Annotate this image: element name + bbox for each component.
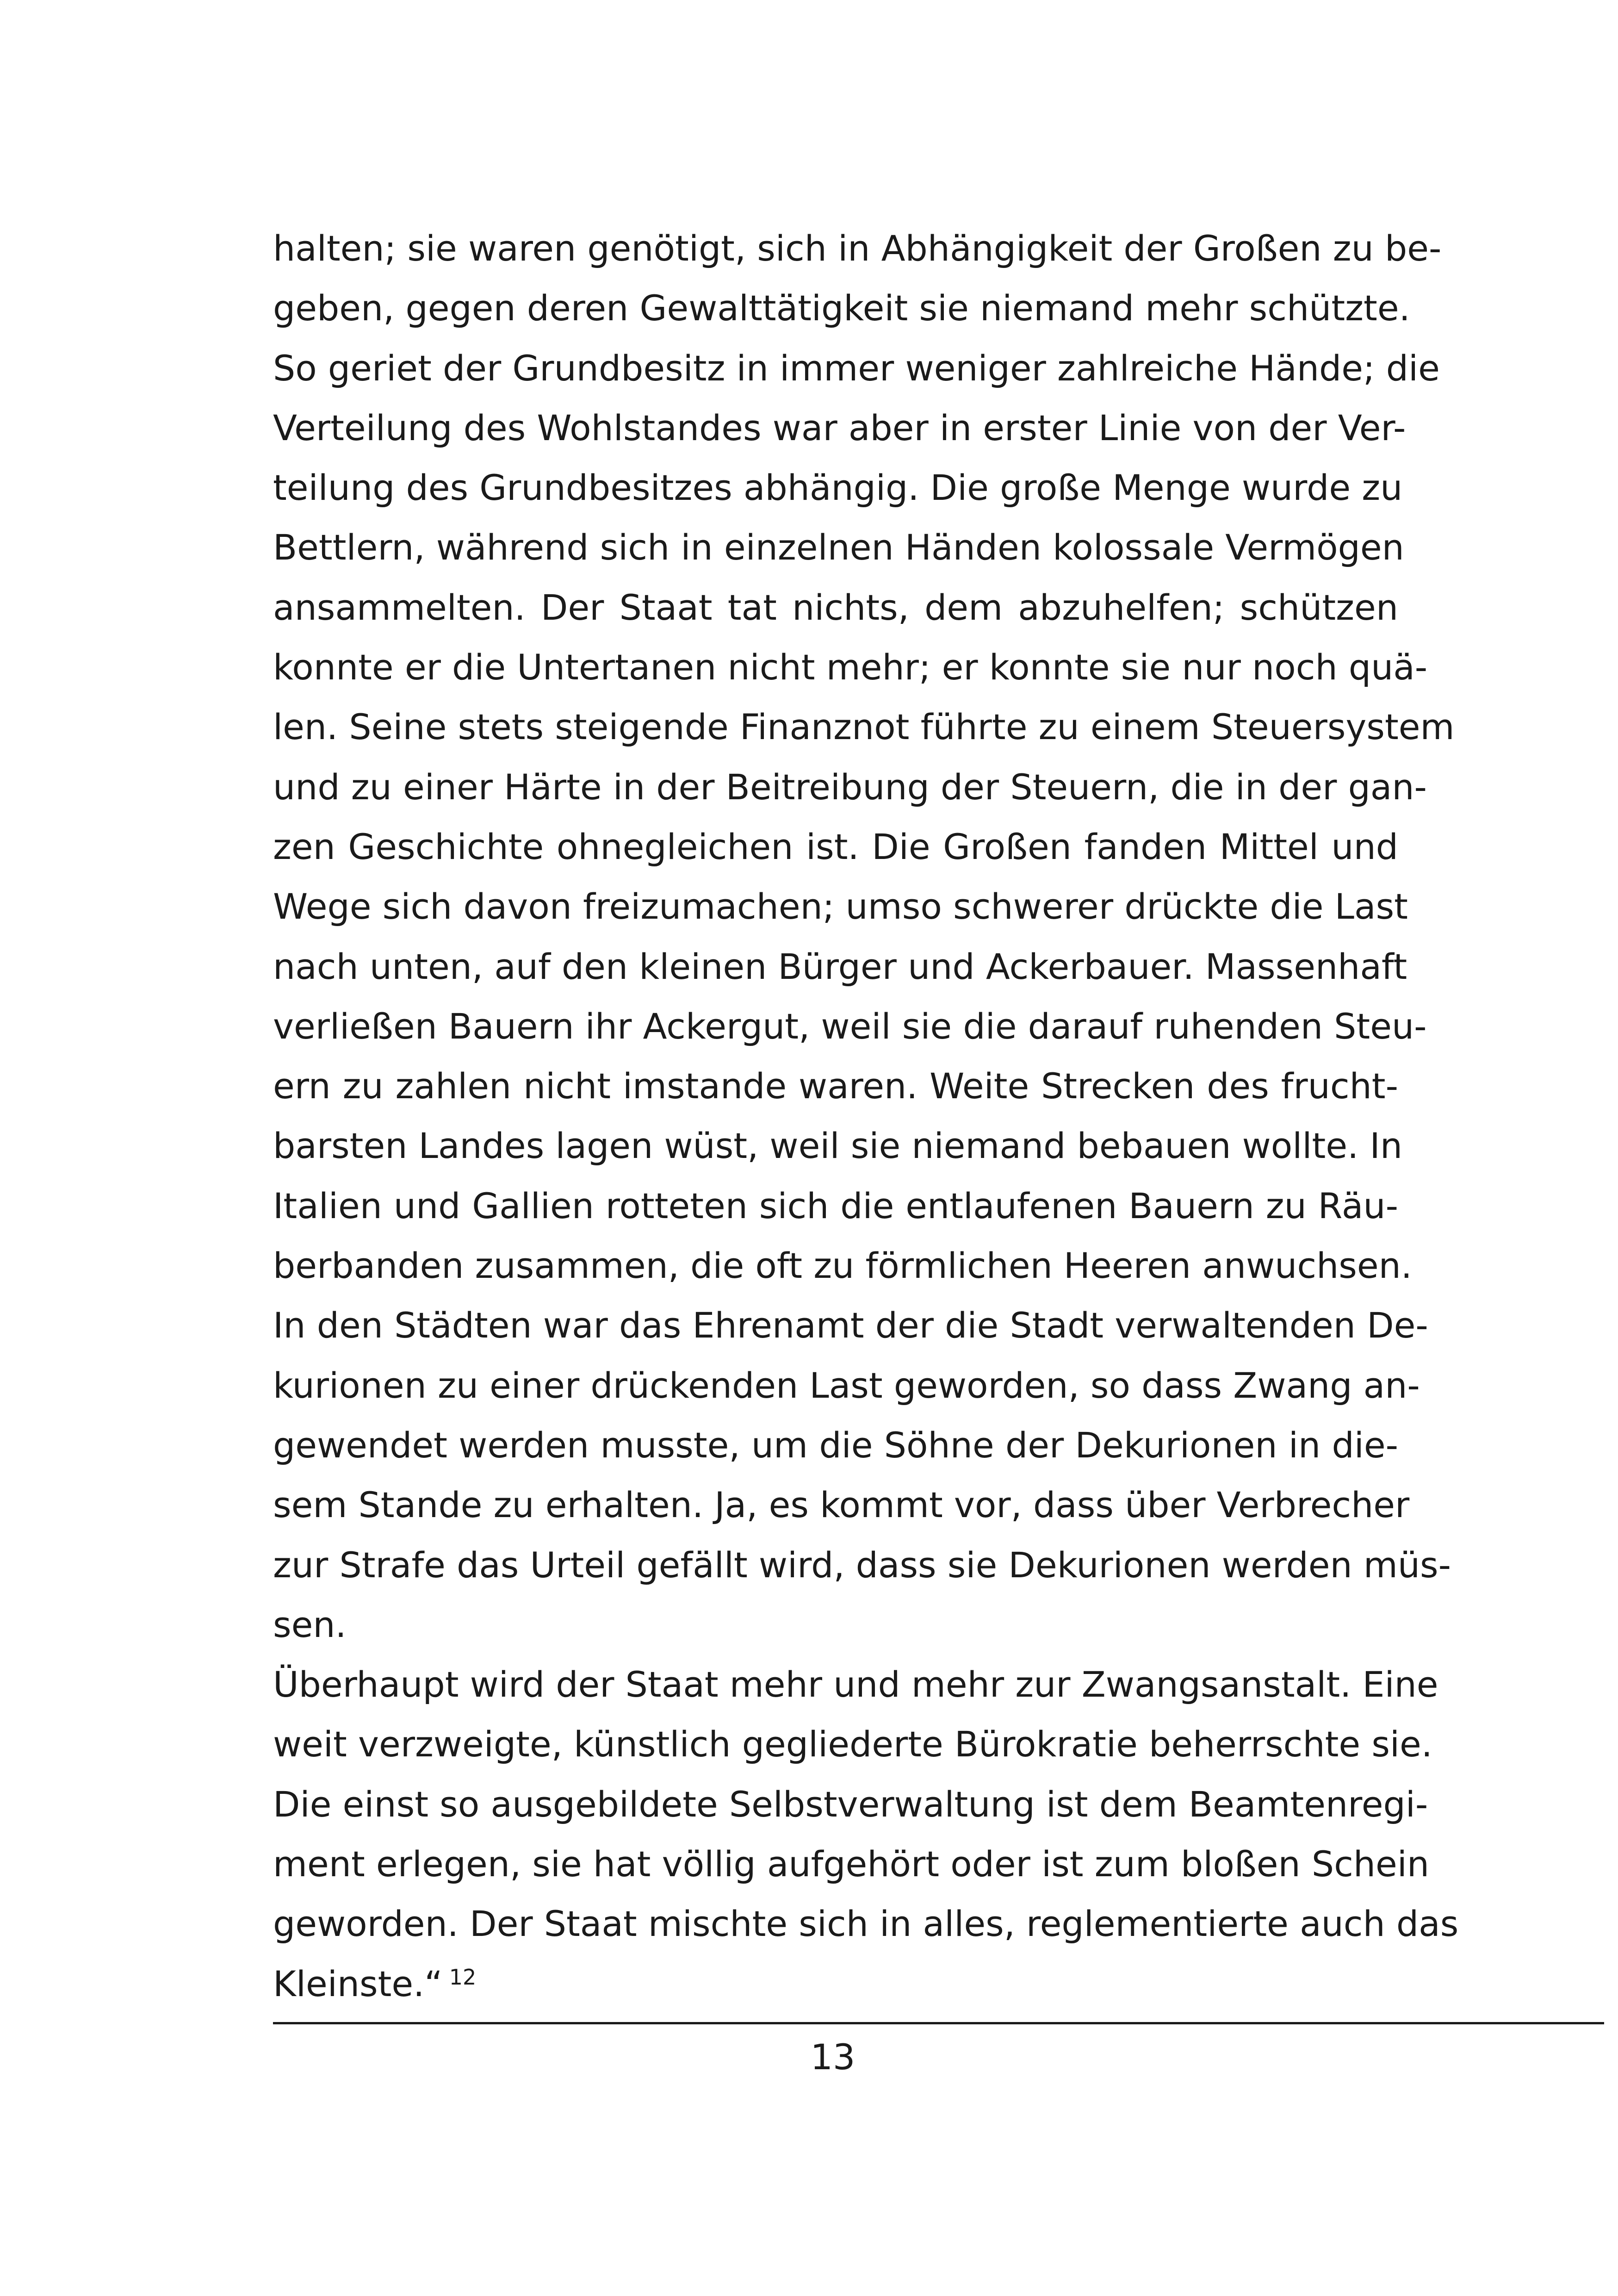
text-line: Verteilung des Wohlstandes war aber in erster Linie von der Ver- xyxy=(273,407,1406,448)
paragraph-2 xyxy=(273,1655,1459,2014)
text-line-final xyxy=(273,1954,1398,2014)
text-line: Die einst so ausgebildete Selbstverwaltung ist dem Beamtenregi- xyxy=(273,1783,1428,1825)
text-line: kurionen zu einer drückenden Last geworden, so dass Zwang an- xyxy=(273,1364,1420,1406)
text-line: sem Stande zu erhalten. Ja, es kommt vor, dass über Verbrecher xyxy=(273,1484,1410,1526)
text-line: nach unten, auf den kleinen Bürger und Ackerbauer. Massenhaft xyxy=(273,946,1407,987)
text-line: ern zu zahlen nicht imstande waren. Weite Strecken des frucht- xyxy=(273,1065,1398,1107)
text-line: teilung des Grundbesitzes abhängig. Die große Menge wurde zu xyxy=(273,467,1403,509)
text-line: verließen Bauern ihr Ackergut, weil sie die darauf ruhenden Steu- xyxy=(273,1005,1427,1047)
footnote-reference[interactable]: 12 xyxy=(449,1964,477,1990)
text-line: konnte er die Untertanen nicht mehr; er konnte sie nur noch quä- xyxy=(273,647,1428,688)
text-line: So geriet der Grundbesitz in immer weniger zahlreiche Hände; die xyxy=(273,347,1440,389)
text-line: ment erlegen, sie hat völlig aufgehört oder ist zum bloßen Schein xyxy=(273,1843,1430,1885)
text-line: Überhaupt wird der Staat mehr und mehr zur Zwangsanstalt. Eine xyxy=(273,1664,1438,1705)
closing-text: Kleinste.“ xyxy=(273,1963,443,2004)
text-line: berbanden zusammen, die oft zu förmlichen Heeren anwuchsen. xyxy=(273,1245,1412,1287)
text-line: Italien und Gallien rotteten sich die entlaufenen Bauern zu Räu- xyxy=(273,1185,1398,1226)
text-line: Bettlern, während sich in einzelnen Händen kolossale Vermögen xyxy=(273,527,1404,568)
footer-divider xyxy=(273,2022,1604,2024)
text-line: len. Seine stets steigende Finanznot führte zu einem Steuersystem xyxy=(273,706,1455,748)
text-line: und zu einer Härte in der Beitreibung der Steuern, die in der gan- xyxy=(273,766,1427,808)
body-text xyxy=(273,218,1459,2014)
text-line: zur Strafe das Urteil gefällt wird, dass sie Dekurionen werden müs- xyxy=(273,1544,1451,1586)
text-line: gewendet werden musste, um die Söhne der Dekurionen in die- xyxy=(273,1424,1398,1466)
text-line: geworden. Der Staat mischte sich in alles, reglementierte auch das xyxy=(273,1903,1459,1945)
page-number: 13 xyxy=(810,2036,855,2078)
text-line: barsten Landes lagen wüst, weil sie niemand bebauen wollte. In xyxy=(273,1125,1402,1167)
paragraph-1 xyxy=(273,218,1455,1655)
text-line: sen. xyxy=(273,1604,347,1645)
text-line: halten; sie waren genötigt, sich in Abhängigkeit der Großen zu be- xyxy=(273,228,1442,269)
text-line: Wege sich davon freizumachen; umso schwerer drückte die Last xyxy=(273,886,1408,927)
text-line: geben, gegen deren Gewalttätigkeit sie niemand mehr schützte. xyxy=(273,287,1410,329)
text-line: ansammelten. Der Staat tat nichts, dem abzuhelfen; schützen xyxy=(273,586,1398,628)
text-line: zen Geschichte ohnegleichen ist. Die Großen fanden Mittel und xyxy=(273,826,1398,867)
text-line: weit verzweigte, künstlich gegliederte Bürokratie beherrschte sie. xyxy=(273,1724,1432,1765)
text-line: In den Städten war das Ehrenamt der die Stadt verwaltenden De- xyxy=(273,1305,1428,1346)
